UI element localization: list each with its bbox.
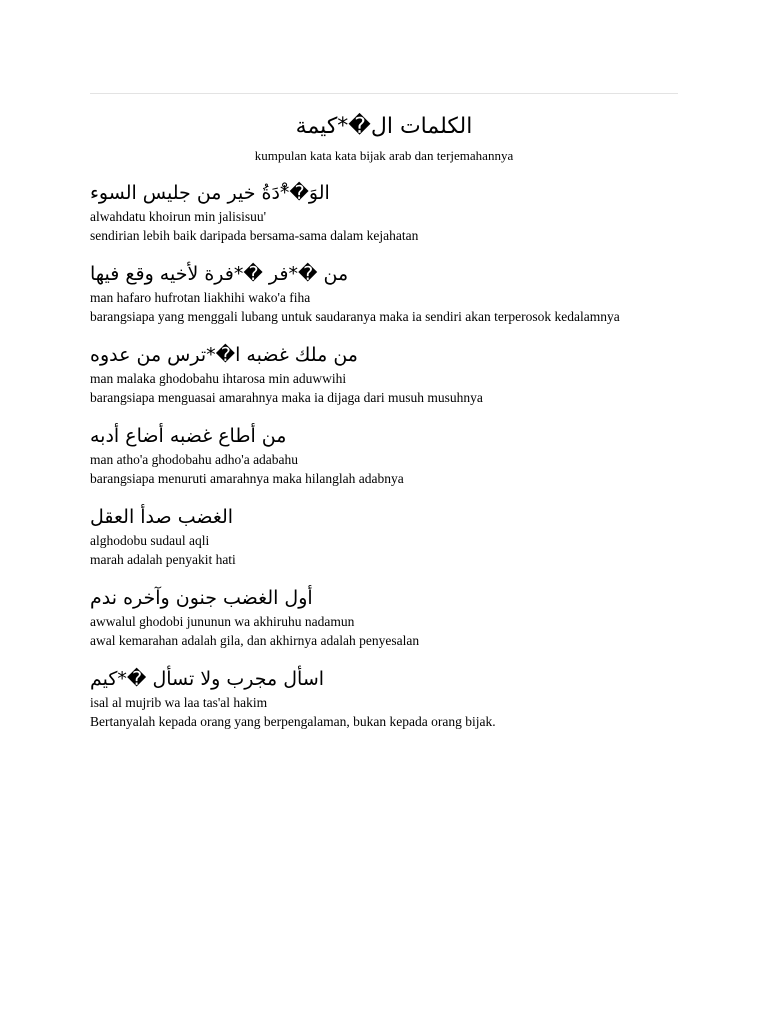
proverb-entry-4 <box>90 421 678 488</box>
proverb-arabic: الوَ�*ْدَةُ خير من جليس السوء <box>90 182 330 204</box>
proverb-transliteration: isal al mujrib wa laa tas'al hakim <box>90 695 268 710</box>
document-title: الكلمات ال�*كيمة <box>295 114 473 139</box>
proverb-entry-2 <box>90 259 678 326</box>
proverb-translation: marah adalah penyakit hati <box>90 551 236 567</box>
proverb-transliteration: man malaka ghodobahu ihtarosa min aduwwihi <box>90 371 347 386</box>
proverb-arabic: الغضب صدأ العقل <box>90 506 234 528</box>
proverb-transliteration: man hafaro hufrotan liakhihi wako'a fiha <box>90 290 311 305</box>
proverb-entry-1 <box>90 178 678 245</box>
proverb-arabic: أول الغضب جنون وآخره ندم <box>90 587 313 609</box>
document-subtitle: kumpulan kata kata bijak arab dan terjemahannya <box>254 148 514 163</box>
proverb-arabic: من أطاع غضبه أضاع أدبه <box>90 425 287 447</box>
proverb-translation: sendirian lebih baik daripada bersama-sama dalam kejahatan <box>90 227 419 243</box>
proverb-list <box>90 178 678 745</box>
proverb-entry-6 <box>90 583 678 650</box>
proverb-translation: Bertanyalah kepada orang yang berpengalaman, bukan kepada orang bijak. <box>90 713 496 729</box>
proverb-transliteration: alghodobu sudaul aqli <box>90 533 210 548</box>
proverb-translation: barangsiapa yang menggali lubang untuk saudaranya maka ia sendiri akan terperosok kedalamnya <box>90 308 620 324</box>
proverb-arabic: من ملك غضبه ا�*ترس من عدوه <box>90 344 358 366</box>
proverb-translation: barangsiapa menuruti amarahnya maka hilanglah adabnya <box>90 470 404 486</box>
proverb-arabic: اسأل مجرب ولا تسأل �*كيم <box>90 668 325 690</box>
proverb-entry-5 <box>90 502 678 569</box>
proverb-translation: awal kemarahan adalah gila, dan akhirnya adalah penyesalan <box>90 632 420 648</box>
proverb-entry-3 <box>90 340 678 407</box>
proverb-transliteration: man atho'a ghodobahu adho'a adabahu <box>90 452 299 467</box>
proverb-transliteration: awwalul ghodobi jununun wa akhiruhu nadamun <box>90 614 355 629</box>
proverb-translation: barangsiapa menguasai amarahnya maka ia dijaga dari musuh musuhnya <box>90 389 483 405</box>
document-page <box>90 0 678 1024</box>
proverb-entry-7 <box>90 664 678 731</box>
proverb-arabic: من �*فر �*فرة لأخيه وقع فيها <box>90 263 349 285</box>
top-divider <box>90 93 678 94</box>
proverb-transliteration: alwahdatu khoirun min jalisisuu' <box>90 209 267 224</box>
